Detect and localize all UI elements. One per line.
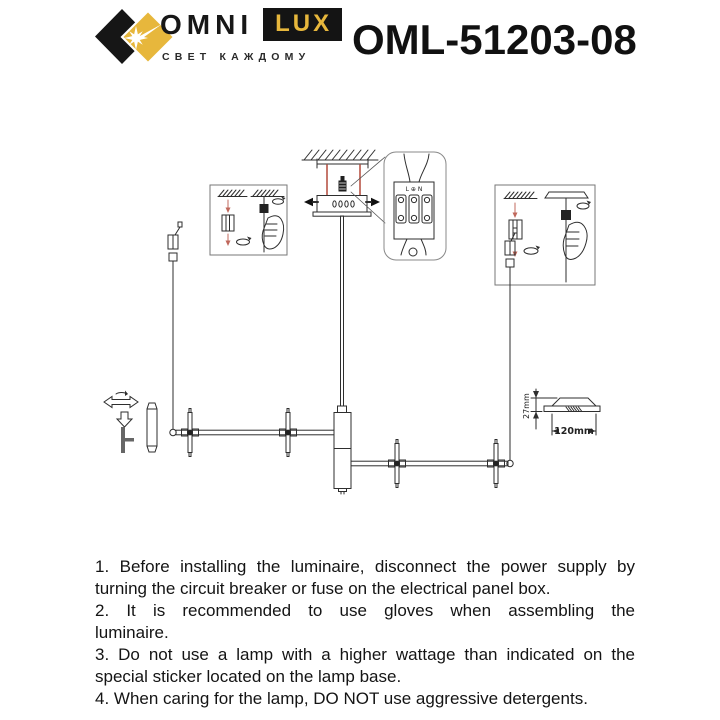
body-cap [338, 406, 347, 413]
instruction-line: 2. It is recommended to use gloves when assembling the [95, 601, 635, 620]
hand-icon [563, 222, 587, 259]
tube-lamp-side [147, 403, 157, 452]
safety-instructions [95, 556, 635, 710]
arm-end-knob [170, 429, 176, 435]
central-rod [341, 216, 344, 406]
wire-connector [409, 248, 417, 256]
instruction-line: 1. Before installing the luminaire, disconnect the power supply by [95, 557, 635, 576]
lower-arm [351, 461, 508, 466]
central-body [334, 413, 351, 489]
installation-diagram [0, 85, 720, 560]
instruction-line: special sticker located on the lamp base. [95, 667, 402, 686]
canopy-width-label: 120mm [554, 426, 594, 437]
socket-stub [121, 427, 125, 453]
instruction-line: 4. When caring for the lamp, DO NOT use aggressive detergents. [95, 689, 588, 708]
chandelier [170, 406, 513, 494]
double-arrow-icon [104, 397, 138, 408]
instruction-line: luminaire. [95, 623, 169, 642]
instruction-line: turning the circuit breaker or fuse on the electrical panel box. [95, 579, 551, 598]
suspension-right [505, 228, 517, 460]
upper-arm [176, 430, 334, 435]
terminal-1 [396, 195, 406, 223]
hook-inset-left [210, 185, 287, 255]
canopy-assembly [304, 176, 380, 216]
lamp-tube [182, 409, 199, 457]
threaded-nipple [509, 220, 522, 239]
down-arrow-icon [117, 412, 132, 427]
terminal-3 [422, 195, 432, 223]
strain-relief-screw [341, 176, 345, 181]
brand-tagline: СВЕТ КАЖДОМУ [162, 51, 311, 63]
lamp-detail-left [104, 391, 157, 454]
lamp-tube [488, 440, 505, 488]
lamp-tube [280, 409, 297, 457]
suspension-left [168, 222, 182, 429]
canopy-height-label: 27mm [522, 393, 531, 419]
slide-arrow-left-icon [304, 198, 313, 206]
brand-word-lux: LUX [263, 8, 342, 41]
terminal-detail [384, 152, 446, 260]
brand-wordmark [160, 8, 342, 41]
brand-word-omni: OMNI [160, 8, 254, 40]
threaded-nipple [222, 215, 234, 231]
lamp-tube [389, 440, 406, 488]
model-number: OML-51203-08 [352, 16, 637, 63]
terminal-2 [409, 195, 419, 223]
instruction-line: 3. Do not use a lamp with a higher wattage than indicated on the [95, 645, 635, 664]
hand-icon [262, 216, 283, 249]
ceiling-plate [545, 192, 588, 198]
ceiling-hatch [302, 150, 378, 160]
rotate-arrow-icon [577, 203, 589, 209]
rotate-arrow-icon [237, 239, 250, 245]
rotate-arrow-icon [273, 199, 284, 205]
slide-arrow-right-icon [371, 198, 380, 206]
rotate-arrow-icon [524, 248, 538, 254]
terminal-label: L ⊕ N [405, 186, 423, 193]
